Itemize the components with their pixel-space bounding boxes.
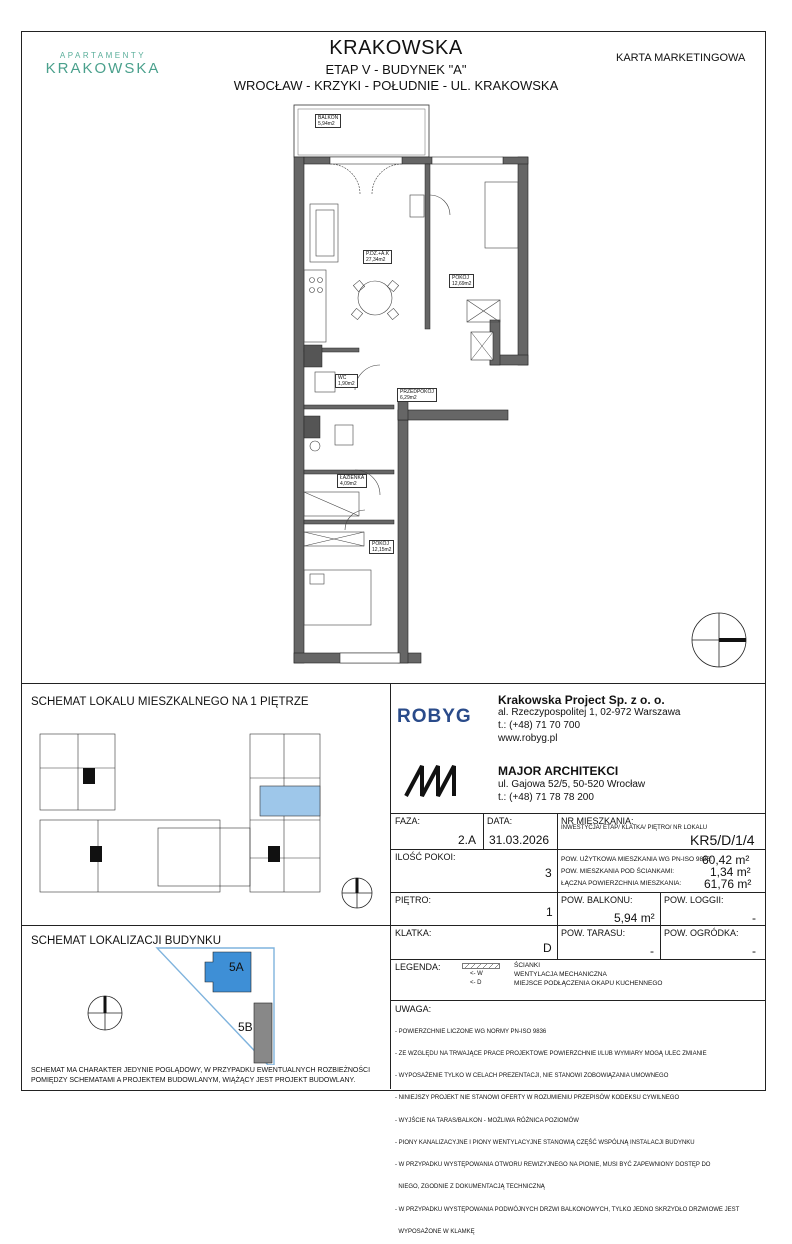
location-label: WROCŁAW - KRZYKI - POŁUDNIE - UL. KRAKOWSKA (233, 78, 559, 93)
stage-label: ETAP V - BUDYNEK "A" (325, 62, 467, 77)
legend-hood-icon: <- D (470, 980, 482, 986)
terrace-area: - (650, 944, 654, 958)
card-type: KARTA MARKETINGOWA (616, 52, 746, 64)
tbl-vline-2 (557, 813, 558, 959)
legend-d-label: D (477, 980, 482, 986)
loggia-area: - (752, 911, 756, 925)
brand-logo (38, 51, 168, 83)
legend-item-walls: ŚCIANKI (514, 962, 541, 969)
investor-address: al. Rzeczypospolitej 1, 02-972 Warszawa (498, 707, 681, 718)
note-item: - PIONY KANALIZACYJNE I PIONY WENTYLACYJNE STANOWIĄ CZĘŚĆ WSPÓLNĄ INSTALACJI BUDYNKU (395, 1139, 695, 1146)
floor-value: 1 (546, 905, 553, 919)
hall-label: PRZEDPOKÓJ 6,29m2 (397, 388, 437, 402)
area-usable: 60,42 m² (702, 853, 750, 867)
legend-item-hood: MIEJSCE PODŁĄCZENIA OKAPU KUCHENNEGO (514, 980, 663, 987)
divider-vertical (390, 683, 391, 1089)
date-value: 31.03.2026 (489, 833, 550, 847)
dining-table (358, 281, 392, 315)
note-item: NIEGO, ZGODNIE Z DOKUMENTACJĄ TECHNICZNĄ (395, 1184, 545, 1191)
tbl-vline-1 (483, 813, 484, 849)
phase-value: 2.A (458, 833, 477, 847)
floor-plan (285, 100, 535, 670)
area-walls-label: POW. MIESZKANIA POD ŚCIANKAMI: (561, 868, 675, 875)
apartment-number-label: NR MIESZKANIA: (561, 816, 634, 826)
legend-item-vent: WENTYLACJA MECHANICZNA (514, 971, 607, 978)
note-item: WYPOSAŻONE W KLAMKĘ (395, 1228, 475, 1235)
divider-schema (21, 925, 391, 926)
balcony-label: BALKON 5,94m2 (315, 114, 341, 128)
bedroom1-label: POKÓJ 12,69m2 (449, 274, 474, 288)
note-item: - W PRZYPADKU WYSTĘPOWANIA PODWÓJNYCH DRZWI BALKONOWYCH, TYLKO JEDNO SKRZYDŁO DRZWIOWE JEST (395, 1206, 740, 1213)
floor-schema-title: SCHEMAT LOKALU MIESZKALNEGO NA 1 PIĘTRZE (31, 696, 309, 708)
robyg-logo: ROBYG (397, 706, 472, 727)
investor-phone: t.: (+48) 71 70 700 (498, 720, 581, 731)
rooms-count-label: ILOŚĆ POKOI: (395, 852, 456, 862)
schema-compass-icon (340, 876, 374, 910)
note-item: - WYJŚCIE NA TARAS/BALKON - MOŻLIWA RÓŻNICA POZIOMÓW (395, 1117, 579, 1124)
divider-main (21, 683, 765, 684)
legend-walls-icon (462, 963, 500, 969)
wc-label: WC 1,90m2 (335, 374, 358, 388)
balcony-area: 5,94 m² (614, 911, 655, 925)
note-item: - WYPOSAŻENIE TYLKO W CELACH PREZENTACJI, NIE STANOWI ZOBOWIĄZANIA UMOWNEGO (395, 1073, 669, 1080)
investor-web: www.robyg.pl (498, 733, 558, 744)
garden-area-label: POW. OGRÓDKA: (664, 928, 739, 938)
garden-area: - (752, 944, 756, 958)
area-usable-label: POW. UŻYTKOWA MIESZKANIA WG PN-ISO 9836: (561, 856, 713, 863)
building-schema-title: SCHEMAT LOKALIZACJI BUDYNKU (31, 935, 222, 947)
tbl-line-2 (390, 849, 765, 850)
tbl-line-5 (390, 959, 765, 960)
bathroom-label: ŁAZIENKA 4,09m2 (337, 474, 367, 488)
disclaimer: SCHEMAT MA CHARAKTER JEDYNIE POGLĄDOWY, W PRZYPADKU EWENTUALNYCH ROZBIEŻNOŚCI POMIĘDZY SCHEMATAMI A PROJEKTEM BUDOWLANYM, WIĄŻĄCY JEST PROJEKT BUDOWLANY. (31, 1067, 371, 1084)
north-compass-icon (689, 610, 749, 670)
architect-address: ul. Gajowa 52/5, 50-520 Wrocław (498, 779, 646, 790)
tbl-line-3 (390, 892, 765, 893)
building-label-5a: 5A (229, 960, 244, 974)
loggia-area-label: POW. LOGGII: (664, 895, 724, 905)
living-label: P.DZ.+A.K 27,34m2 (363, 250, 392, 264)
building-label-5b: 5B (238, 1020, 253, 1034)
phase-label: FAZA: (395, 816, 421, 826)
highlighted-apartment (260, 786, 320, 816)
note-item: - ZE WZGLĘDU NA TRWAJĄCE PRACE PROJEKTOWE POWIERZCHNIE I/LUB WYMIARY MOGĄ ULEC ZMIANIE (395, 1051, 707, 1058)
apartment-number: KR5/D/1/4 (690, 832, 755, 848)
investor-name: Krakowska Project Sp. z o. o. (498, 693, 665, 707)
note-item: - W PRZYPADKU WYSTĘPOWANIA OTWORU REWIZYJNEGO NA PIONIE, MUSI BYĆ ZAPEWNIONY DOSTĘP DO (395, 1162, 711, 1169)
legend-vent-icon: <- W (470, 971, 483, 977)
apartment-number-sub: INWESTYCJA/ ETAP/ KLATKA/ PIĘTRO/ NR LOKALU (561, 825, 708, 831)
building-schema (60, 945, 300, 1065)
notes-list (395, 1014, 760, 1244)
stair-label: KLATKA: (395, 928, 432, 938)
bed-2 (304, 570, 371, 625)
major-logo-icon (404, 764, 468, 798)
tbl-vline-3 (660, 892, 661, 959)
kitchen-counter (304, 270, 326, 342)
bedroom2-label: POKÓJ 12,15m2 (369, 540, 394, 554)
architect-name: MAJOR ARCHITEKCI (498, 764, 619, 778)
brand-top: APARTAMENTY (59, 51, 147, 60)
architect-phone: t.: (+48) 71 78 78 200 (498, 792, 594, 803)
area-total-label: ŁĄCZNA POWIERZCHNIA MIESZKANIA: (561, 880, 682, 887)
note-item: - POWIERZCHNIE LICZONE WG NORMY PN-ISO 9836 (395, 1028, 547, 1035)
tbl-line-6 (390, 1000, 765, 1001)
area-walls: 1,34 m² (710, 865, 751, 879)
tbl-line-4 (390, 925, 765, 926)
tbl-line-1 (390, 813, 765, 814)
legend-title: LEGENDA: (395, 962, 441, 972)
notes-title: UWAGA: (395, 1004, 432, 1014)
terrace-area-label: POW. TARASU: (561, 928, 626, 938)
stair-value: D (543, 941, 552, 955)
area-total: 61,76 m² (704, 877, 752, 891)
bed-1 (485, 182, 518, 248)
legend-w-label: W (477, 971, 483, 977)
date-label: DATA: (487, 816, 513, 826)
rooms-count: 3 (545, 866, 552, 880)
balcony-area-label: POW. BALKONU: (561, 895, 633, 905)
note-item: - NINIEJSZY PROJEKT NIE STANOWI OFERTY W ROZUMIENIU PRZEPISÓW KODEKSU CYWILNEGO (395, 1095, 680, 1102)
page-title: KRAKOWSKA (329, 37, 463, 59)
floor-schema (38, 728, 333, 908)
floor-label: PIĘTRO: (395, 895, 432, 905)
brand-bottom: KRAKOWSKA (45, 60, 161, 77)
